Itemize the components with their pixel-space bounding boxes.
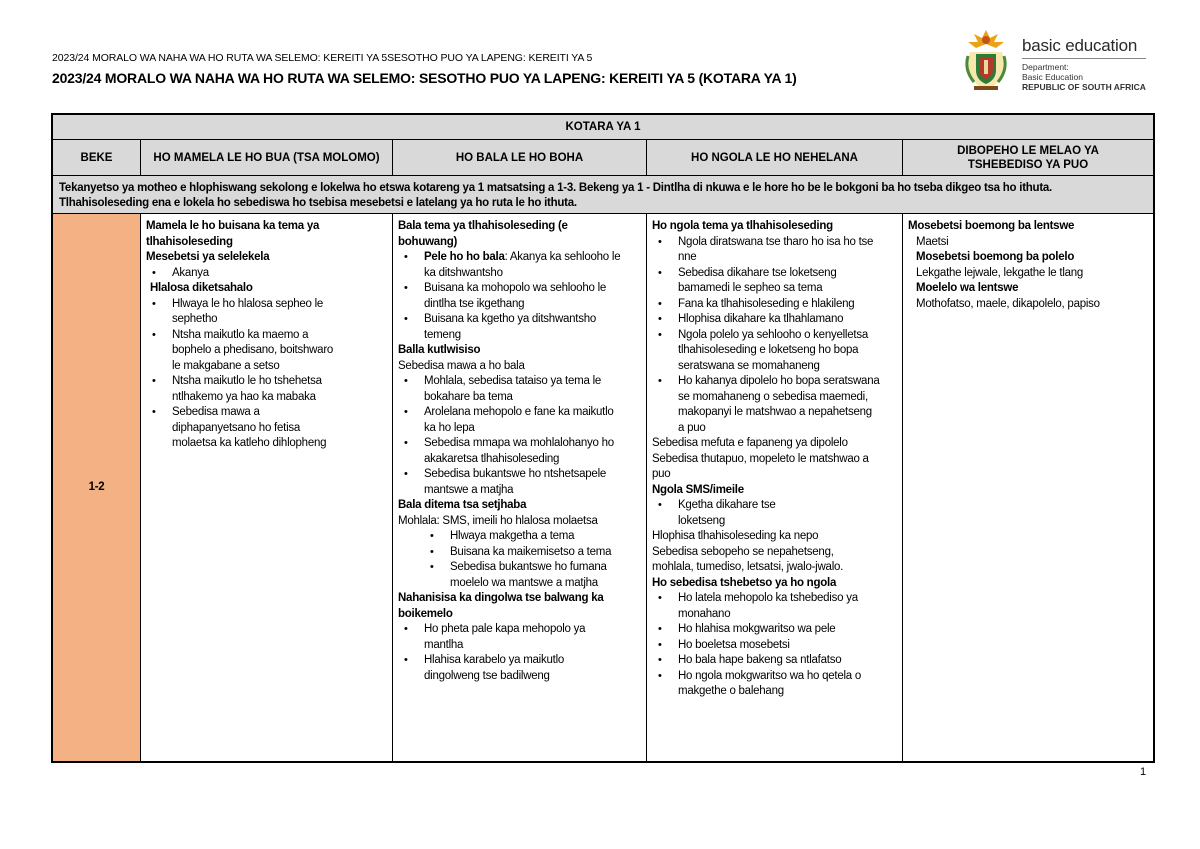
- col4-text-1: Maetsi: [916, 235, 949, 248]
- col3-text-4: Sebedisa sebopeho se nepahetseng,: [652, 545, 834, 558]
- list-item: [398, 467, 642, 498]
- list-item: [652, 374, 898, 436]
- list-item-line: molaetsa ka katleho dihlopheng: [172, 437, 327, 449]
- list-item-line: Buisana ka maikemisetso a tema: [450, 545, 612, 558]
- list-item-line: Sebedisa mawa a: [172, 406, 260, 418]
- assessment-note: [53, 176, 1153, 214]
- list-item: [652, 266, 898, 297]
- list-item-line: mantswe a matjha: [424, 483, 514, 496]
- col4-heading-1: Mosebetsi boemong ba lentswe: [908, 220, 1075, 232]
- col3-bullet-kgetha-l2: loketseng: [678, 514, 725, 527]
- list-item: [398, 374, 642, 405]
- reading-cell: [393, 214, 647, 761]
- list-item: [652, 669, 898, 700]
- col3-heading-1: Ho ngola tema ya tlhahisoleseding: [652, 220, 833, 232]
- list-item-line: akakaretsa tlhahisoleseding: [424, 452, 560, 465]
- list-item: [398, 653, 642, 684]
- list-item: [652, 622, 898, 638]
- logo-divider: [1022, 58, 1146, 59]
- col3-text-2b: puo: [652, 468, 671, 480]
- list-item-line: diphapanyetsano ho fetisa: [172, 421, 301, 434]
- col4-heading-2: Mosebetsi boemong ba polelo: [916, 251, 1075, 263]
- col3-text-1: Sebedisa mefuta e fapaneng ya dipolelo: [652, 437, 848, 449]
- list-item: [398, 622, 642, 653]
- list-item-line: Ntsha maikutlo le ho tshehetsa: [172, 375, 322, 387]
- page-number: 1: [1140, 766, 1147, 778]
- col2-pele-rest: : Akanya ka sehlooho le: [504, 251, 621, 263]
- coat-of-arms-icon: [960, 26, 1012, 94]
- list-item-line: Ho hlahisa mokgwaritso wa pele: [678, 623, 836, 635]
- term-header: KOTARA YA 1: [53, 115, 1153, 140]
- header-reading: HO BALA LE HO BOHA: [393, 140, 647, 175]
- col2-heading-2: Balla kutlwisiso: [398, 344, 481, 356]
- list-item-line: monahano: [678, 607, 731, 620]
- col3-text-5: mohlala, tumediso, letsatsi, jwalo-jwalo.: [652, 561, 844, 573]
- list-item: [146, 374, 388, 405]
- note-line-1: Tekanyetso ya motheo e hlophiswang sekolong e lokelwa ho etswa kotareng ya 1 matsatsing a 1-3. Bekeng ya 1 - Dintlha di nkuwa e le hore ho be le bokgoni ba ho tseba dikgeo tsa ho ithuta.: [59, 182, 1052, 194]
- list-item-line: Buisana ka kgetho ya ditshwantsho: [424, 313, 597, 325]
- list-item-line: ntlhakemo ya hao ka mabaka: [172, 390, 316, 403]
- list-item: [652, 297, 898, 313]
- list-item-line: Ngola polelo ya sehlooho o kenyelletsa: [678, 328, 868, 341]
- listening-cell: [141, 214, 393, 761]
- col2-text-2: Mohlala: SMS, imeili ho hlalosa molaetsa: [398, 514, 598, 527]
- col3-bullet-kgetha: [652, 498, 898, 529]
- col2-text-1: Sebedisa mawa a ho bala: [398, 359, 525, 372]
- list-item: [652, 638, 898, 654]
- list-item-line: Arolelana mehopolo e fane ka maikutlo: [424, 406, 614, 418]
- col4-text-2: Lekgathe lejwale, lekgathe le tlang: [916, 266, 1084, 279]
- logo-line-2: Basic Education: [1022, 72, 1083, 82]
- list-item-line: mantlha: [424, 638, 464, 651]
- col2-pele-line2: ka ditshwantsho: [424, 266, 503, 279]
- list-item: [652, 591, 898, 622]
- list-item-line: Buisana ka mohopolo wa sehlooho le: [424, 282, 607, 294]
- page-title: 2023/24 MORALO WA NAHA WA HO RUTA WA SELEMO: SESOTHO PUO YA LAPENG: KEREITI YA 5 (KOTARA YA 1): [52, 70, 797, 86]
- list-item: [146, 405, 388, 452]
- table-body: [53, 214, 1153, 761]
- col2-heading-4b: boikemelo: [398, 607, 453, 620]
- list-item-line: Sebedisa bukantswe ho ntshetsapele: [424, 468, 607, 480]
- list-item-line: se momahaneng o sebedisa maemedi,: [678, 390, 868, 403]
- col2-heading-3: Bala ditema tsa setjhaba: [398, 499, 527, 511]
- list-item: [398, 545, 642, 561]
- list-item-line: Hlwaya le ho hlalosa sepheo le: [172, 297, 324, 310]
- col3-text-2a: Sebedisa thutapuo, mopeleto le matshwao a: [652, 452, 869, 465]
- list-item: [398, 405, 642, 436]
- list-item: [398, 529, 642, 545]
- note-line-2: Tlhahisoleseding ena e lokela ho sebediswa ho tsebisa mesebetsi e latelang ya ho ruta le ho ithuta.: [59, 197, 577, 209]
- col1-bullet-akanya: • Akanya: [146, 266, 388, 282]
- list-item: [398, 436, 642, 467]
- list-item-line: Ho pheta pale kapa mehopolo ya: [424, 623, 586, 635]
- list-item-line: Hlophisa dikahare ka tlhahlamano: [678, 313, 844, 325]
- col2-heading-4a: Nahanisisa ka dingolwa tse balwang ka: [398, 592, 604, 604]
- list-item-line: makgethe o balehang: [678, 685, 784, 697]
- header-small: 2023/24 MORALO WA NAHA WA HO RUTA WA SELEMO: KEREITI YA 5SESOTHO PUO YA LAPENG: KEREITI YA 5: [52, 52, 593, 64]
- list-item-line: Ho bala hape bakeng sa ntlafatso: [678, 654, 842, 666]
- col3-heading-2: Ngola SMS/imeile: [652, 483, 744, 496]
- list-item-line: Sebedisa dikahare tse loketseng: [678, 266, 837, 279]
- list-item-line: Sebedisa bukantswe ho fumana: [450, 561, 607, 573]
- header-beke: BEKE: [53, 140, 141, 175]
- list-item: [652, 312, 898, 328]
- list-item: [652, 328, 898, 375]
- logo-title: basic education: [1022, 36, 1138, 55]
- list-item-line: Mohlala, sebedisa tataiso ya tema le: [424, 375, 602, 387]
- list-item: [398, 560, 642, 591]
- list-item-line: dintlha tse ikgethang: [424, 297, 525, 310]
- col2-heading-1b: bohuwang): [398, 235, 458, 248]
- col3-bullet-kgetha-l1: Kgetha dikahare tse: [678, 499, 776, 511]
- writing-cell: [647, 214, 903, 761]
- list-item-line: moelelo wa mantswe a matjha: [450, 576, 598, 589]
- col1-heading-1a: Mamela le ho buisana ka tema ya: [146, 220, 320, 232]
- col1-heading-1b: tlhahisoleseding: [146, 235, 233, 248]
- list-item-line: makopanyi le matshwao a nepahetseng: [678, 406, 872, 418]
- header-language: DIBOPEHO LE MELAO YA TSHEBEDISO YA PUO: [957, 144, 1099, 171]
- col1-heading-3: Hlalosa diketsahalo: [150, 282, 253, 294]
- column-headers: [53, 140, 1153, 176]
- list-item-line: Hlahisa karabelo ya maikutlo: [424, 654, 565, 666]
- language-cell: [903, 214, 1153, 761]
- list-item-line: le makgabane a setso: [172, 359, 280, 372]
- list-item: [146, 297, 388, 328]
- list-item-line: Hlwaya makgetha a tema: [450, 530, 575, 542]
- col4-text-3: Mothofatso, maele, dikapolelo, papiso: [916, 297, 1100, 310]
- list-item-line: bophelo a phedisano, boitshwaro: [172, 344, 334, 356]
- list-item: [652, 653, 898, 669]
- list-item-line: sephetho: [172, 313, 218, 325]
- list-item-line: Sebedisa mmapa wa mohlalohanyo ho: [424, 437, 614, 449]
- department-logo: [960, 26, 1160, 96]
- col1-heading-2: Mesebetsi ya selelekela: [146, 251, 270, 263]
- list-item: [146, 328, 388, 375]
- col4-heading-3: Moelelo wa lentswe: [916, 282, 1019, 294]
- col3-text-3: Hlophisa tlhahisoleseding ka nepo: [652, 530, 819, 542]
- list-item-line: Ho ngola mokgwaritso wa ho qetela o: [678, 669, 862, 682]
- list-item-line: dingolweng tse badilweng: [424, 669, 550, 682]
- logo-line-3: REPUBLIC OF SOUTH AFRICA: [1022, 82, 1146, 92]
- plan-table: [51, 113, 1155, 763]
- list-item-line: Ntsha maikutlo ka maemo a: [172, 328, 309, 341]
- list-item-line: a puo: [678, 421, 706, 434]
- list-item: [398, 312, 642, 343]
- col2-pele-item: [398, 250, 642, 281]
- header-listening: HO MAMELA LE HO BUA (TSA MOLOMO): [141, 140, 393, 175]
- list-item: [652, 235, 898, 266]
- list-item-line: Ngola diratswana tse tharo ho isa ho tse: [678, 235, 874, 248]
- list-item-line: ka ho lepa: [424, 421, 475, 434]
- list-item-line: temeng: [424, 328, 461, 341]
- list-item-line: Ho boeletsa mosebetsi: [678, 638, 790, 651]
- col2-pele-bold: Pele ho ho bala: [424, 251, 505, 263]
- list-item-line: nne: [678, 251, 697, 263]
- list-item: [398, 281, 642, 312]
- list-item-line: bokahare ba tema: [424, 390, 513, 403]
- week-cell: 1-2: [53, 214, 141, 761]
- col3-heading-3: Ho sebedisa tshebetso ya ho ngola: [652, 576, 837, 589]
- list-item-line: Ho kahanya dipolelo ho bopa seratswana: [678, 375, 880, 387]
- header-writing: HO NGOLA LE HO NEHELANA: [647, 140, 903, 175]
- list-item-line: Ho latela mehopolo ka tshebediso ya: [678, 592, 858, 604]
- logo-line-1: Department:: [1022, 62, 1069, 72]
- list-item-line: bamamedi le sepheo sa tema: [678, 282, 823, 294]
- list-item-line: seratswana se momahaneng: [678, 359, 820, 372]
- col2-heading-1a: Bala tema ya tlhahisoleseding (e: [398, 220, 568, 232]
- list-item-line: tlhahisoleseding e loketseng ho bopa: [678, 344, 859, 356]
- list-item-line: Fana ka tlhahisoleseding e hlakileng: [678, 297, 855, 310]
